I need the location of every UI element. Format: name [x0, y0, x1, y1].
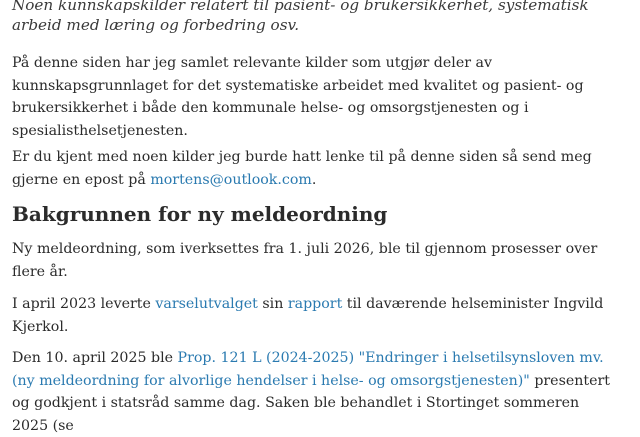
paragraph-1: Ny meldeordning, som iverksettes fra 1. juli 2026, ble til gjennom prosesser over flere år. — [12, 241, 598, 280]
varselutvalget-link[interactable]: varselutvalget — [155, 296, 258, 312]
p3-text-b: presentert og godkjent i statsråd samme dag. Saken ble behandlet i Stortinget sommeren 2025 (se — [12, 372, 610, 434]
section-heading: Bakgrunnen for ny meldeordning — [12, 202, 388, 226]
contact-text: Er du kjent med noen kilder jeg burde hatt lenke til på denne siden så send meg gjerne en epost på — [12, 149, 592, 188]
p3-text-a: Den 10. april 2025 ble — [12, 350, 178, 366]
intro-paragraph: På denne siden har jeg samlet relevante kilder som utgjør deler av kunnskapsgrunnlaget for det systematiske arbeidet med kvalitet og pasient- og brukersikkerhet i både den kommunale helse- og omsorgstjenesten og i spesialisthelsetjenesten. — [12, 55, 584, 139]
paragraph-2 — [12, 293, 612, 338]
p2-text-b: sin — [257, 296, 288, 312]
email-link[interactable]: mortens@outlook.com — [150, 171, 312, 188]
paragraph-3 — [12, 347, 612, 437]
prop-121-link[interactable]: Prop. 121 L (2024-2025) "Endringer i helsetilsynsloven mv. (ny meldeordning for alvorlige hendelser i helse- og omsorgstjenesten)" — [12, 350, 604, 389]
lead-text: Noen kunnskapskilder relatert til pasient- og brukersikkerhet, systematisk arbeid med læring og forbedring osv. — [12, 0, 589, 34]
contact-end: . — [311, 171, 317, 188]
contact-paragraph — [12, 146, 612, 191]
p2-text-c: til daværende helseminister Ingvild Kjerkol. — [12, 296, 604, 335]
rapport-link[interactable]: rapport — [287, 296, 343, 312]
p2-text-a: I april 2023 leverte — [12, 296, 156, 312]
